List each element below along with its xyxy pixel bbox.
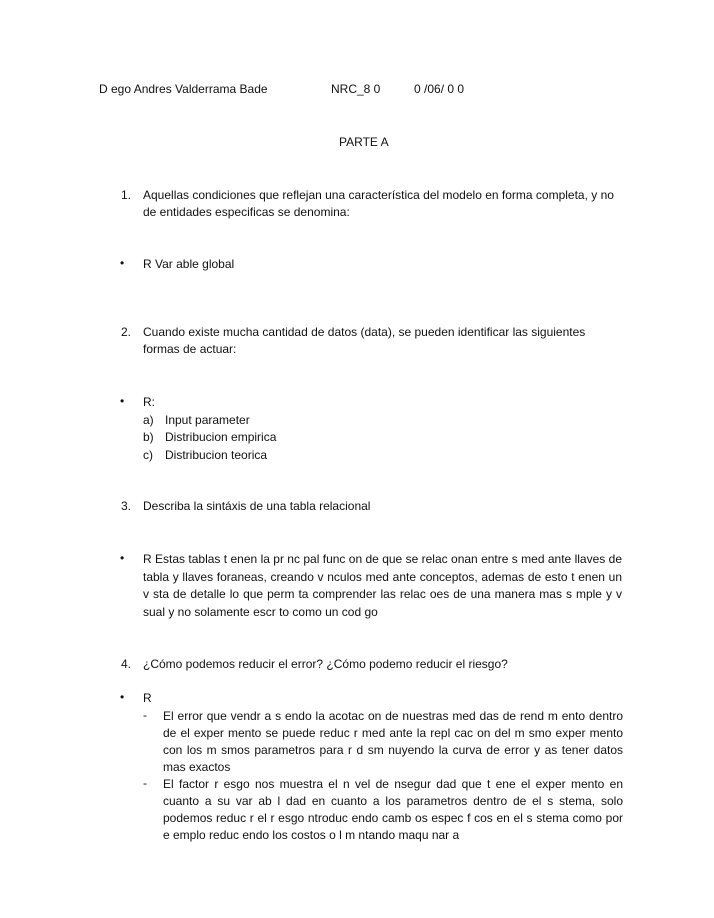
answer-1: R Var able global [143,257,235,271]
dash-marker: - [143,776,147,790]
question-text: Cuando existe mucha cantidad de datos (data), se pueden identificar las siguientes formas de actuar: [143,325,586,356]
author-name: D ego Andres Valderrama Bade [99,82,268,96]
question-1 [121,187,621,223]
question-text: ¿Cómo podemos reducir el error? ¿Cómo podemo reducir el riesgo? [143,657,508,671]
question-4 [121,656,621,674]
bullet-icon: • [120,394,125,408]
bullet-icon: • [120,551,125,565]
section-title: PARTE A [339,135,389,149]
option-marker: a) [143,413,154,427]
answer-4-item: El error que vendr a s endo la acotac on de nuestras med das de rend m ento dentro de el exper mento se puede reduc r med ante la repl cac on del m smo exper mento con los m smos parametros para r d sm nuyendo la curva de error y as tener datos mas exactos [163,709,623,774]
question-number: 3. [121,499,132,513]
option-text: Distribucion empirica [165,430,277,444]
answer-4-item: El factor r esgo nos muestra el n vel de nsegur dad que t ene el exper mento en cuanto a su var ab l dad en cuanto a los parametros dentro de el s stema, solo podemos reduc r el r esgo ntroduc endo camb os espec f cos en el s stema como por e emplo reduc endo los costos o l m ntando maqu nar a [163,777,623,842]
bullet-icon: • [120,256,125,270]
question-text: Describa la sintáxis de una tabla relacional [143,499,371,513]
answer-3: R Estas tablas t enen la pr nc pal func on de que se relac onan entre s med ante llaves de tabla y llaves foraneas, creando v nculos med ante conceptos, ademas de esto t enen un v sta de detalle lo que perm ta comprender las relac oes de una manera mas s mple y v sual y no solamente escr to como un cod go [143,552,622,619]
question-number: 1. [121,188,132,202]
option-marker: b) [143,430,154,444]
answer-4-label: R [143,691,152,705]
option-marker: c) [143,448,153,462]
option-text: Input parameter [165,413,250,427]
dash-marker: - [143,708,147,722]
answer-2-label: R: [143,395,155,409]
question-2 [121,324,621,360]
bullet-icon: • [120,690,125,704]
question-number: 2. [121,325,132,339]
question-number: 4. [121,657,132,671]
nrc-code: NRC_8 0 [331,82,381,96]
question-text: Aquellas condiciones que reflejan una característica del modelo en forma completa, y no de entidades especificas se denomina: [143,188,614,219]
document-date: 0 /06/ 0 0 [414,82,465,96]
question-3 [121,498,621,516]
option-text: Distribucion teorica [165,448,268,462]
